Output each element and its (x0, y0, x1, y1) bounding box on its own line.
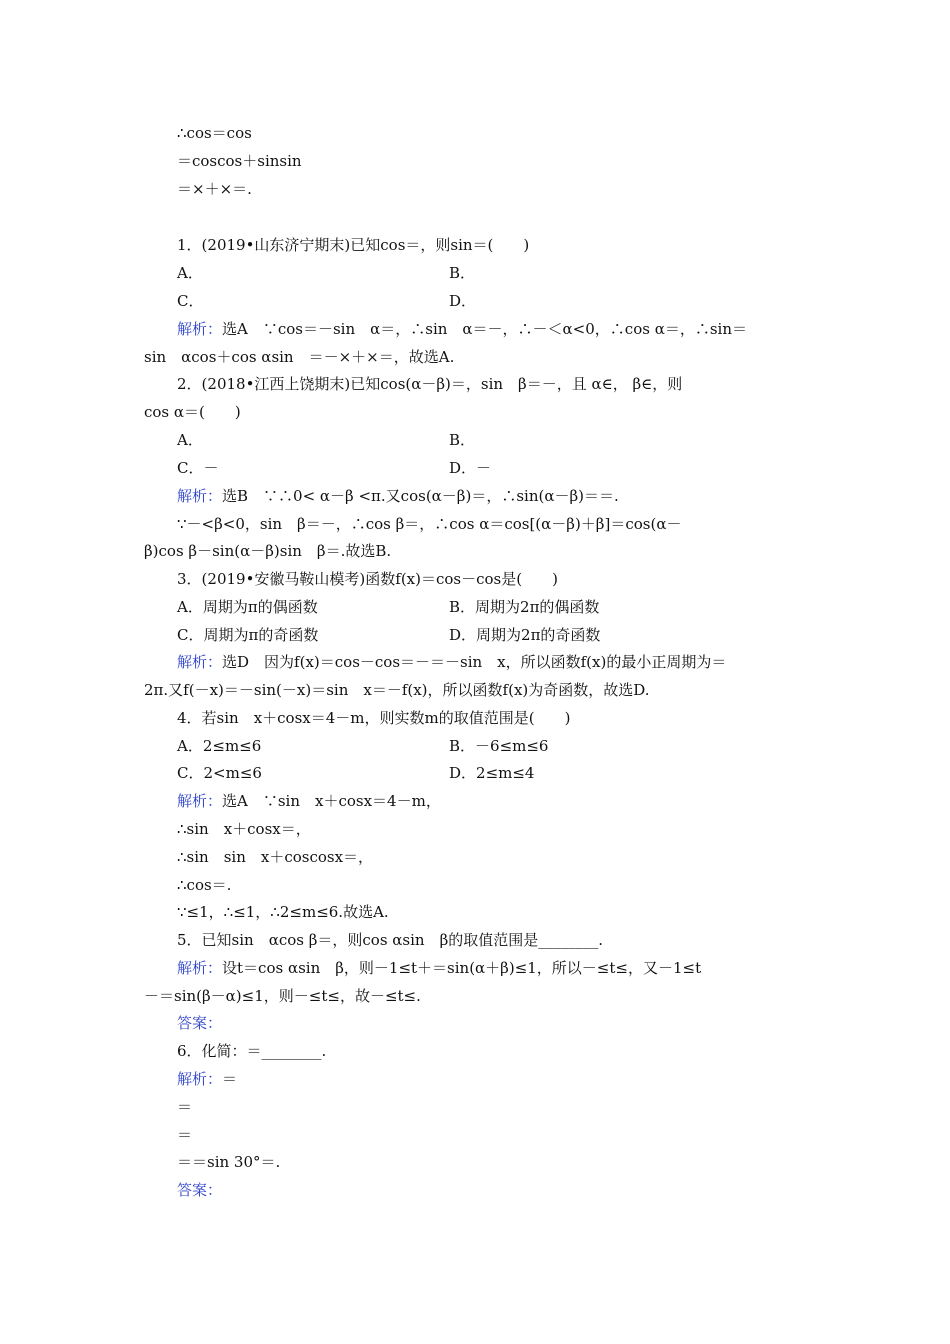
q4-option-c: C．2<m≤6 (177, 764, 262, 782)
q1-option-b: B． (449, 264, 476, 282)
q4-solution-line (177, 791, 441, 811)
analysis-label: 解析： (177, 653, 223, 671)
q6-stem: 6．化简：＝________. (177, 1042, 327, 1060)
q2-stem: 2．(2018•江西上饶期末)已知cos(α－β)＝，sin β＝－，且 α∈， β∈，则 (177, 375, 683, 393)
q2-solution-line (177, 486, 619, 506)
q2-solution-text: 选B ∵∴0< α－β <π.又cos(α－β)＝，∴sin(α－β)＝＝. (222, 487, 619, 505)
q4-option-d: D．2≤m≤4 (449, 764, 535, 782)
analysis-label: 解析： (177, 1070, 223, 1088)
q5-solution-line: －＝sin(β－α)≤1，则－≤t≤，故－≤t≤. (144, 987, 421, 1005)
q4-solution-text: 选A ∵sin x＋cosx＝4－m， (222, 792, 441, 810)
q4-stem: 4．若sin x＋cosx＝4－m，则实数m的取值范围是( ) (177, 709, 571, 727)
q1-option-d: D． (449, 292, 477, 310)
q6-solution-line: ＝ (177, 1098, 193, 1116)
q2-option-d: D．－ (449, 459, 492, 477)
q1-option-c: C． (177, 292, 204, 310)
q3-option-c: C．周期为π的奇函数 (177, 626, 319, 644)
q3-option-b: B．周期为2π的偶函数 (449, 598, 600, 616)
q4-solution-line: ∴sin sin x＋coscosx＝， (177, 848, 374, 866)
intro-line: ＝×＋×＝. (177, 180, 252, 198)
q1-solution-text: 选A ∵cos＝－sin α＝，∴sin α＝－，∴－＜α<0，∴cos α＝，∴sin＝ (222, 320, 747, 338)
analysis-label: 解析： (177, 792, 223, 810)
q3-option-a: A．周期为π的偶函数 (177, 598, 318, 616)
q2-solution-line: β)cos β－sin(α－β)sin β＝.故选B. (144, 542, 392, 560)
q3-solution-text: 选D 因为f(x)＝cos－cos＝－＝－sin x，所以函数f(x)的最小正周期为＝ (222, 653, 727, 671)
q1-solution-line (177, 319, 747, 339)
q2-option-c: C．－ (177, 459, 219, 477)
q1-solution-line: sin αcos＋cos αsin ＝－×＋×＝，故选A. (144, 348, 455, 366)
q4-solution-line: ∴cos＝. (177, 876, 232, 894)
q4-option-b: B．－6≤m≤6 (449, 737, 549, 755)
q4-solution-line: ∴sin x＋cosx＝， (177, 820, 311, 838)
answer-label: 答案： (177, 1181, 223, 1199)
q5-stem: 5．已知sin αcos β＝，则cos αsin β的取值范围是________. (177, 931, 604, 949)
answer-label: 答案： (177, 1014, 223, 1032)
q6-solution-line: ＝＝sin 30°＝. (177, 1153, 281, 1171)
q3-stem: 3．(2019•安徽马鞍山模考)函数f(x)＝cos－cos是( ) (177, 570, 558, 588)
q6-solution-text: ＝ (222, 1070, 238, 1088)
analysis-label: 解析： (177, 320, 223, 338)
q6-solution-line (177, 1069, 237, 1089)
q3-option-d: D．周期为2π的奇函数 (449, 626, 601, 644)
intro-line: ∴cos＝cos (177, 124, 252, 142)
analysis-label: 解析： (177, 959, 223, 977)
q3-solution-line (177, 652, 726, 672)
q6-solution-line: ＝ (177, 1126, 193, 1144)
q4-solution-line: ∵≤1，∴≤1，∴2≤m≤6.故选A. (177, 903, 389, 921)
q1-option-a: A． (177, 264, 203, 282)
intro-line: ＝coscos＋sinsin (177, 152, 302, 170)
q2-option-b: B． (449, 431, 476, 449)
q4-option-a: A．2≤m≤6 (177, 737, 262, 755)
q2-option-a: A． (177, 431, 203, 449)
q2-solution-line: ∵－<β<0，sin β＝－，∴cos β＝，∴cos α＝cos[(α－β)＋β]＝cos(α－ (177, 515, 682, 533)
q2-stem: cos α＝( ) (144, 403, 241, 421)
q5-solution-text: 设t＝cos αsin β，则－1≤t＋＝sin(α＋β)≤1，所以－≤t≤，又－1≤t (222, 959, 702, 977)
analysis-label: 解析： (177, 487, 223, 505)
q3-solution-line: 2π.又f(－x)＝－sin(－x)＝sin x＝－f(x)，所以函数f(x)为奇函数，故选D. (144, 681, 650, 699)
q1-stem: 1．(2019•山东济宁期末)已知cos＝，则sin＝( ) (177, 236, 530, 254)
q5-solution-line (177, 958, 701, 978)
